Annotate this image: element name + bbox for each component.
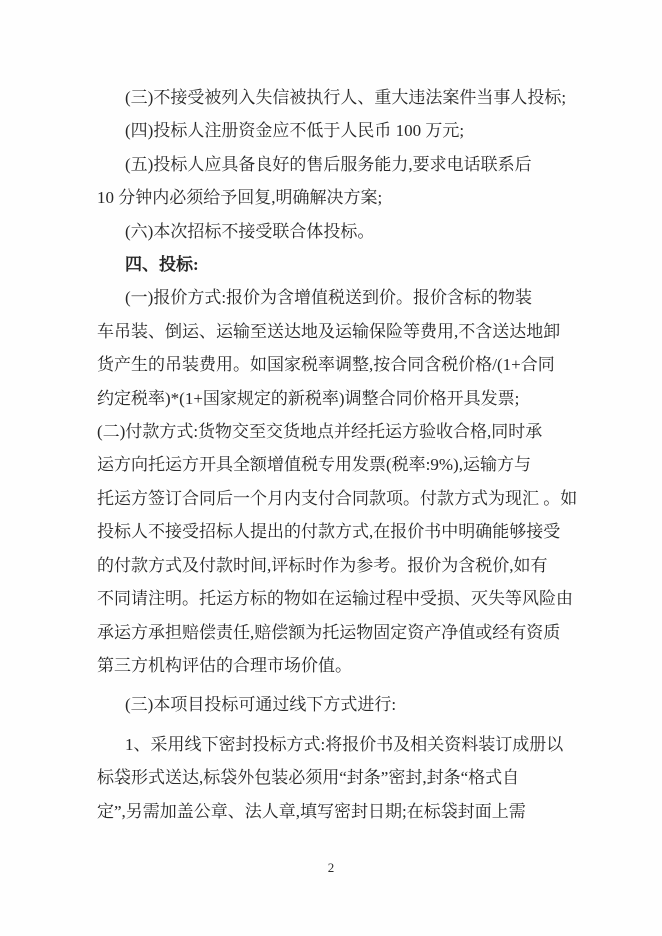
text-line: (三)本项目投标可通过线下方式进行: [125,695,397,715]
text-line: (四)投标人注册资金应不低于人民币 100 万元; [125,121,465,141]
text-line: 标袋形式送达,标袋外包装必须用“封条”密封,封条“格式自 [97,768,520,788]
text-line: 承运方承担赔偿责任,赔偿额为托运物固定资产净值或经有资质 [97,622,561,642]
text-line: (一)报价方式:报价为含增值税送到价。报价含标的物装 [125,288,533,308]
text-line: 投标人不接受招标人提出的付款方式,在报价书中明确能够接受 [97,522,561,542]
text-line: (六)本次招标不接受联合体投标。 [125,221,375,241]
text-line: 货产生的吊装费用。如国家税率调整,按合同含税价格/(1+合同 [97,355,555,375]
page-number: 2 [327,860,335,875]
text-line: (五)投标人应具备良好的售后服务能力,要求电话联系后 [125,154,532,174]
text-line: 约定税率)*(1+国家规定的新税率)调整合同价格开具发票; [97,388,520,408]
text-line: 车吊装、倒运、运输至送达地及运输保险等费用,不含送达地卸 [97,321,561,341]
text-line: 第三方机构评估的合理市场价值。 [97,655,352,675]
text-line: 托运方签订合同后一个月内支付合同款项。付款方式为现汇 。如 [97,488,578,508]
text-line: (二)付款方式:货物交至交货地点并经托运方验收合格,同时承 [97,422,543,442]
text-line: 10 分钟内必须给予回复,明确解决方案; [97,188,383,208]
text-line: 定”,另需加盖公章、法人章,填写密封日期;在标袋封面上需 [97,801,526,821]
text-line: 的付款方式及付款时间,评标时作为参考。报价为含税价,如有 [97,555,548,575]
section-heading: 四、投标: [125,255,199,275]
text-line: 不同请注明。托运方标的物如在运输过程中受损、灭失等风险由 [97,589,573,609]
text-line: (三)不接受被列入失信被执行人、重大违法案件当事人投标; [125,88,567,107]
document-body [97,81,578,828]
text-line: 1、采用线下密封投标方式:将报价书及相关资料装订成册以 [125,734,564,754]
text-line: 运方向托运方开具全额增值税专用发票(税率:9%),运输方与 [97,455,531,475]
